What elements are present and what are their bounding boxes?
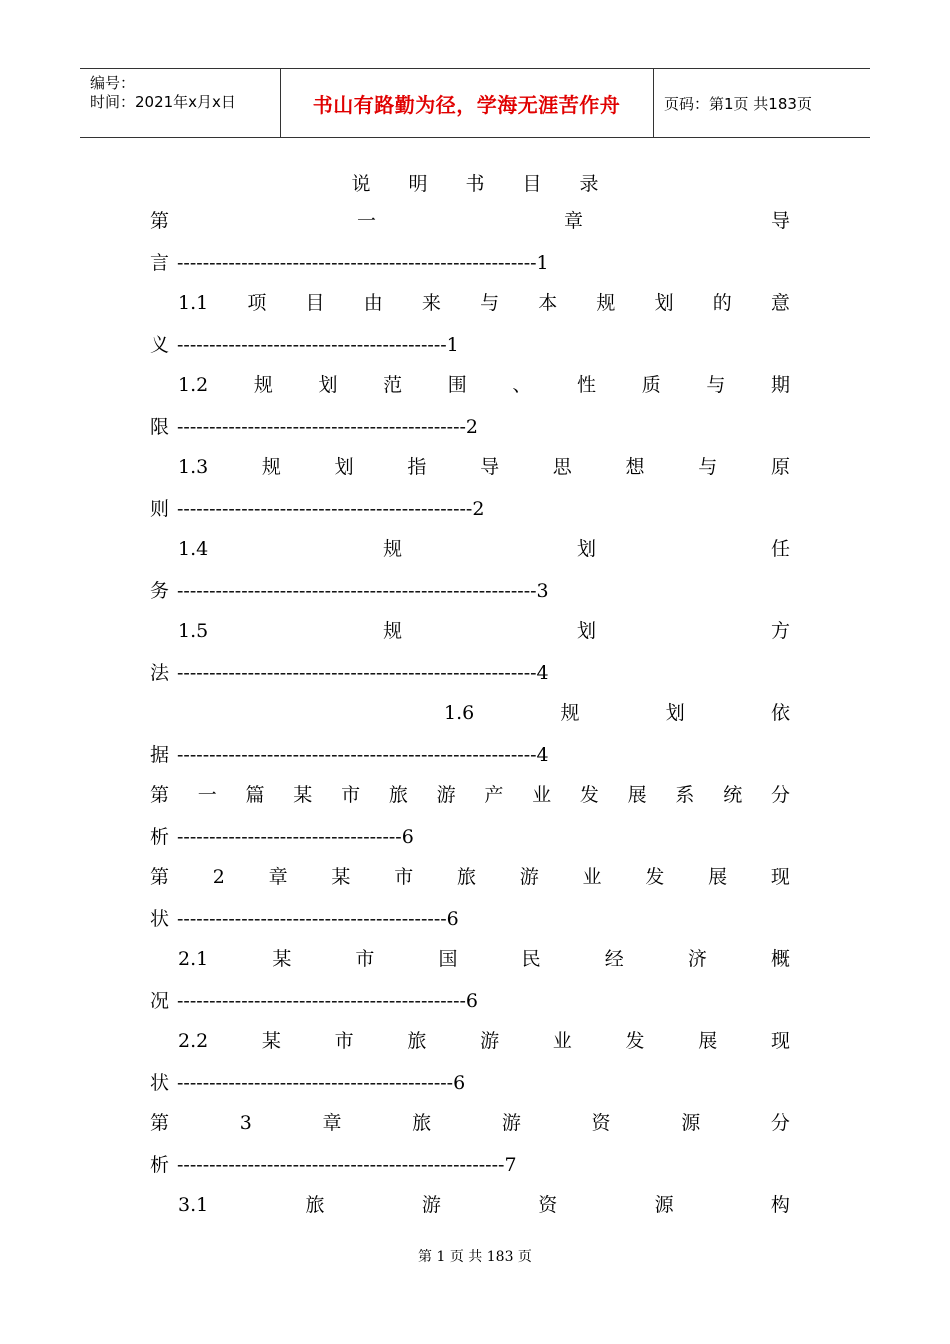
- toc-title-token: 系: [675, 784, 695, 806]
- document-date-label: 时间：2021年x月x日: [90, 93, 236, 111]
- toc-title-token: 、: [512, 374, 532, 396]
- toc-title-token: 市: [334, 1030, 354, 1052]
- toc-entry-title-line: [150, 865, 790, 889]
- toc-entry-title-line: [178, 1193, 790, 1217]
- toc-title-token: 3.1: [178, 1194, 209, 1216]
- toc-title-token: 3: [239, 1112, 252, 1134]
- toc-title-token: 分: [770, 1112, 790, 1134]
- toc-page-number: 6: [446, 908, 459, 930]
- toc-entry-title-line: [444, 701, 790, 725]
- toc-title-token: 章: [322, 1112, 342, 1134]
- toc-title-token: 导: [770, 210, 790, 232]
- toc-title-token: 某: [261, 1030, 281, 1052]
- toc-title-token: 源: [681, 1112, 701, 1134]
- toc-title-token: 篇: [245, 784, 265, 806]
- toc-title-token: 章: [268, 866, 288, 888]
- toc-title-token: 1.1: [178, 292, 209, 314]
- toc-title-token: 游: [519, 866, 539, 888]
- toc-dash-leader: --------------------------------------------------------: [177, 252, 537, 274]
- toc-title-token: 产: [484, 784, 504, 806]
- toc-title-token: 业: [552, 1030, 572, 1052]
- header-page-info: 页码：第1页 共183页: [664, 94, 812, 113]
- toc-title-token: 原: [770, 456, 790, 478]
- toc-title-token: 1.2: [178, 374, 209, 396]
- toc-title-tail: 法: [150, 662, 170, 684]
- toc-title-token: 方: [770, 620, 790, 642]
- toc-title-token: 意: [770, 292, 790, 314]
- toc-title-token: 分: [770, 784, 790, 806]
- toc-title-token: 规: [383, 538, 403, 560]
- toc-title-token: 旅: [412, 1112, 432, 1134]
- toc-page-number: 6: [453, 1072, 466, 1094]
- toc-title-token: 现: [770, 866, 790, 888]
- toc-entry-title-line: [178, 619, 790, 643]
- toc-title-token: 现: [770, 1030, 790, 1052]
- toc-title-token: 导: [480, 456, 500, 478]
- toc-entry-title-line: [150, 209, 790, 233]
- toc-title-token: 第: [150, 210, 170, 232]
- toc-entry-leader-line: [150, 251, 549, 275]
- toc-dash-leader: --------------------------------------------------------: [177, 580, 537, 602]
- toc-title-token: 游: [421, 1194, 441, 1216]
- toc-dash-leader: --------------------------------------------------------: [177, 662, 537, 684]
- toc-entry-leader-line: [150, 989, 478, 1013]
- toc-title-tail: 析: [150, 1154, 170, 1176]
- toc-title-token: 划: [654, 292, 674, 314]
- toc-title-token: 质: [641, 374, 661, 396]
- toc-title-tail: 析: [150, 826, 170, 848]
- toc-title-token: 统: [723, 784, 743, 806]
- toc-title-token: 与: [698, 456, 718, 478]
- toc-title-tail: 言: [150, 252, 170, 274]
- toc-title-tail: 据: [150, 744, 170, 766]
- toc-title-token: 国: [438, 948, 458, 970]
- toc-title-token: 源: [654, 1194, 674, 1216]
- toc-title-token: 游: [436, 784, 456, 806]
- document-title: 说明书目录: [351, 173, 637, 195]
- toc-entry-leader-line: [150, 497, 484, 521]
- toc-title-token: 某: [272, 948, 292, 970]
- toc-entry-leader-line: [150, 743, 549, 767]
- toc-title-token: 资: [591, 1112, 611, 1134]
- toc-title-token: 旅: [407, 1030, 427, 1052]
- toc-title-token: 来: [421, 292, 441, 314]
- toc-title-token: 想: [625, 456, 645, 478]
- toc-title-token: 展: [698, 1030, 718, 1052]
- toc-entry-leader-line: [150, 415, 478, 439]
- toc-title-token: 目: [305, 292, 325, 314]
- toc-title-token: 第: [150, 866, 170, 888]
- toc-dash-leader: ---------------------------------------------: [177, 990, 466, 1012]
- toc-title-token: 指: [407, 456, 427, 478]
- toc-entry-title-line: [150, 1111, 790, 1135]
- toc-entry-leader-line: [150, 333, 459, 357]
- toc-title-token: 规: [253, 374, 273, 396]
- toc-title-token: 规: [383, 620, 403, 642]
- toc-title-token: 一: [197, 784, 217, 806]
- toc-entry-leader-line: [150, 661, 549, 685]
- toc-entry-title-line: [178, 947, 790, 971]
- toc-dash-leader: ----------------------------------------------: [177, 498, 473, 520]
- toc-title-token: 项: [247, 292, 267, 314]
- toc-title-token: 市: [394, 866, 414, 888]
- toc-title-token: 1.6: [444, 702, 475, 724]
- toc-title-token: 市: [341, 784, 361, 806]
- toc-title-token: 市: [355, 948, 375, 970]
- toc-dash-leader: ------------------------------------------: [177, 334, 447, 356]
- toc-title-token: 展: [627, 784, 647, 806]
- toc-title-token: 2: [212, 866, 225, 888]
- toc-entry-leader-line: [150, 579, 549, 603]
- toc-title-token: 旅: [305, 1194, 325, 1216]
- toc-dash-leader: -------------------------------------------: [177, 1072, 454, 1094]
- toc-page-number: 3: [536, 580, 549, 602]
- toc-page-number: 1: [446, 334, 459, 356]
- toc-title-token: 1.5: [178, 620, 209, 642]
- toc-title-token: 展: [708, 866, 728, 888]
- toc-dash-leader: ---------------------------------------------------: [177, 1154, 505, 1176]
- toc-title-token: 资: [538, 1194, 558, 1216]
- toc-title-token: 发: [579, 784, 599, 806]
- toc-title-token: 1.3: [178, 456, 209, 478]
- document-number-label: 编号：: [90, 74, 136, 92]
- toc-title-token: 业: [582, 866, 602, 888]
- toc-title-token: 第: [150, 1112, 170, 1134]
- toc-title-tail: 状: [150, 1072, 170, 1094]
- toc-title-token: 经: [604, 948, 624, 970]
- page-footer: 第 1 页 共 183 页: [418, 1249, 532, 1265]
- toc-entry-title-line: [150, 783, 790, 807]
- toc-dash-leader: --------------------------------------------------------: [177, 744, 537, 766]
- toc-entry-title-line: [178, 1029, 790, 1053]
- toc-entry-title-line: [178, 373, 790, 397]
- toc-title-token: 旅: [456, 866, 476, 888]
- toc-title-tail: 况: [150, 990, 170, 1012]
- toc-title-token: 与: [480, 292, 500, 314]
- toc-title-token: 性: [577, 374, 597, 396]
- toc-title-token: 旅: [388, 784, 408, 806]
- toc-title-token: 划: [577, 538, 597, 560]
- toc-title-token: 范: [383, 374, 403, 396]
- toc-page-number: 4: [536, 744, 549, 766]
- toc-title-token: 思: [552, 456, 572, 478]
- toc-entry-title-line: [178, 291, 790, 315]
- toc-entry-leader-line: [150, 825, 414, 849]
- toc-title-token: 1.4: [178, 538, 209, 560]
- toc-title-token: 游: [480, 1030, 500, 1052]
- toc-title-tail: 义: [150, 334, 170, 356]
- toc-title-token: 2.1: [178, 948, 209, 970]
- toc-page-number: 7: [504, 1154, 517, 1176]
- toc-title-token: 任: [770, 538, 790, 560]
- toc-entry-leader-line: [150, 1153, 517, 1177]
- toc-page-number: 6: [401, 826, 414, 848]
- toc-title-tail: 务: [150, 580, 170, 602]
- header-motto: 书山有路勤为径，学海无涯苦作舟: [312, 92, 621, 117]
- toc-title-token: 划: [577, 620, 597, 642]
- toc-title-token: 某: [331, 866, 351, 888]
- toc-entry-title-line: [178, 537, 790, 561]
- toc-entry-leader-line: [150, 1071, 465, 1095]
- toc-title-token: 划: [318, 374, 338, 396]
- toc-title-token: 民: [521, 948, 541, 970]
- toc-title-token: 本: [538, 292, 558, 314]
- toc-title-token: 规: [560, 702, 580, 724]
- toc-title-token: 某: [293, 784, 313, 806]
- toc-title-token: 划: [665, 702, 685, 724]
- toc-title-token: 依: [770, 702, 790, 724]
- toc-title-token: 一: [356, 210, 376, 232]
- toc-page-number: 6: [465, 990, 479, 1012]
- toc-page-number: 2: [472, 498, 485, 520]
- toc-page-number: 1: [536, 252, 549, 274]
- toc-title-token: 的: [712, 292, 732, 314]
- toc-title-token: 章: [563, 210, 583, 232]
- toc-title-tail: 状: [150, 908, 170, 930]
- toc-page-number: 2: [465, 416, 479, 438]
- toc-title-token: 划: [334, 456, 354, 478]
- toc-page-number: 4: [536, 662, 549, 684]
- toc-title-token: 规: [596, 292, 616, 314]
- toc-title-token: 第: [150, 784, 170, 806]
- toc-dash-leader: ---------------------------------------------: [177, 416, 466, 438]
- toc-title-tail: 则: [150, 498, 170, 520]
- toc-dash-leader: ------------------------------------------: [177, 908, 447, 930]
- toc-title-token: 发: [625, 1030, 645, 1052]
- toc-title-token: 发: [645, 866, 665, 888]
- toc-title-token: 围: [447, 374, 467, 396]
- toc-title-token: 期: [770, 374, 790, 396]
- toc-dash-leader: -----------------------------------: [177, 826, 402, 848]
- toc-title-token: 业: [532, 784, 552, 806]
- toc-title-tail: 限: [150, 416, 170, 438]
- toc-title-token: 规: [261, 456, 281, 478]
- toc-entry-title-line: [178, 455, 790, 479]
- toc-title-token: 济: [687, 948, 707, 970]
- toc-title-token: 概: [770, 948, 790, 970]
- toc-title-token: 构: [770, 1194, 790, 1216]
- toc-title-token: 由: [363, 292, 383, 314]
- toc-title-token: 与: [706, 374, 726, 396]
- toc-entry-leader-line: [150, 907, 459, 931]
- toc-title-token: 2.2: [178, 1030, 209, 1052]
- toc-title-token: 游: [501, 1112, 521, 1134]
